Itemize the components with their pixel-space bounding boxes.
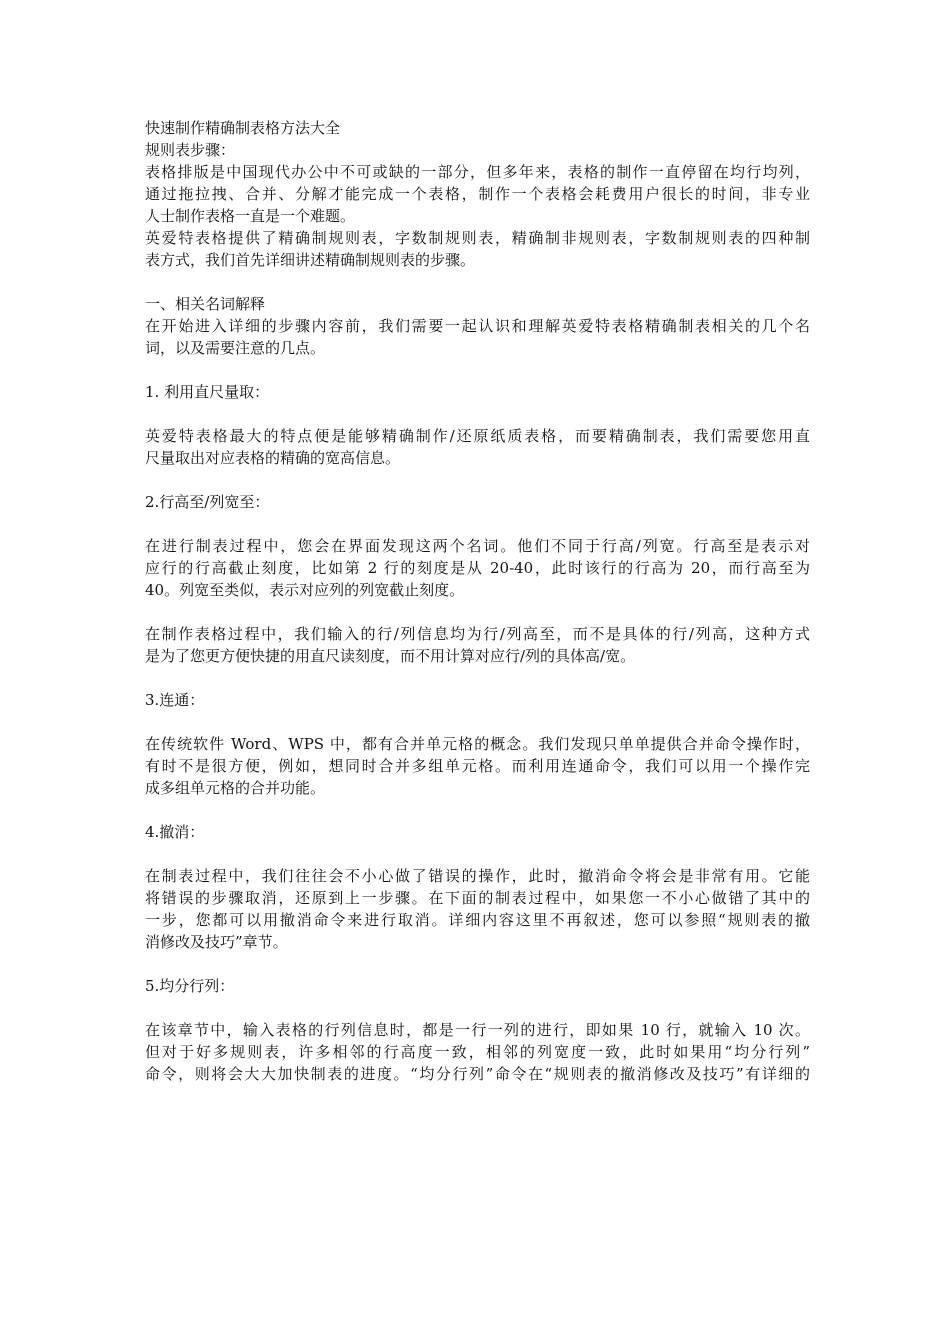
item2-a-line-1: 在进行制表过程中，您会在界面发现这两个名词。他们不同于行高/列宽。行高至是表示对 (145, 537, 810, 555)
item5-line-3: 命令，则将会大大加快制表的进度。“均分行列”命令在“规则表的撤消修改及技巧”有详细的 (145, 1065, 810, 1083)
intro-line-4: 英爱特表格提供了精确制规则表，字数制规则表，精确制非规则表，字数制规则表的四种制 (145, 229, 810, 247)
item3-heading: 3.连通： (145, 691, 205, 709)
item3-line-3: 成多组单元格的合并功能。 (145, 779, 326, 797)
item2-b-line-2: 是为了您更方便快捷的用直尺读刻度，而不用计算对应行/列的具体高/宽。 (145, 647, 636, 665)
item5-line-2: 但对于好多规则表，许多相邻的行高度一致，相邻的列宽度一致，此时如果用“均分行列” (145, 1043, 810, 1061)
intro-line-3: 人士制作表格一直是一个难题。 (145, 207, 356, 225)
document-title: 快速制作精确制表格方法大全 (145, 119, 341, 137)
item4-heading: 4.撤消： (145, 823, 205, 841)
item4-line-2: 将错误的步骤取消，还原到上一步骤。在下面的制表过程中，如果您一不小心做错了其中的 (145, 889, 810, 907)
intro-line-2: 通过拖拉拽、合并、分解才能完成一个表格，制作一个表格会耗费用户很长的时间，非专业 (145, 185, 810, 203)
item1-line-1: 英爱特表格最大的特点便是能够精确制作/还原纸质表格，而要精确制表，我们需要您用直 (145, 427, 810, 445)
item1-line-2: 尺量取出对应表格的精确的宽高信息。 (145, 449, 401, 467)
item3-line-1: 在传统软件 Word、WPS 中，都有合并单元格的概念。我们发现只单单提供合并命令操作时， (145, 735, 810, 753)
document-subtitle: 规则表步骤： (145, 141, 236, 159)
item2-heading: 2.行高至/列宽至： (145, 493, 270, 511)
item5-heading: 5.均分行列： (145, 977, 235, 995)
item4-line-1: 在制表过程中，我们往往会不小心做了错误的操作，此时，撤消命令将会是非常有用。它能 (145, 867, 810, 885)
document-body (145, 117, 810, 1085)
intro-line-5: 表方式，我们首先详细讲述精确制规则表的步骤。 (145, 251, 476, 269)
item4-line-3: 一步，您都可以用撤消命令来进行取消。详细内容这里不再叙述，您可以参照“规则表的撤 (145, 911, 810, 929)
intro-line-1: 表格排版是中国现代办公中不可或缺的一部分，但多年来，表格的制作一直停留在均行均列， (145, 163, 810, 181)
item2-a-line-3: 40。列宽至类似，表示对应列的列宽截止刻度。 (145, 581, 465, 599)
section1-heading: 一、相关名词解释 (145, 295, 266, 313)
section1-line-1: 在开始进入详细的步骤内容前，我们需要一起认识和理解英爱特表格精确制表相关的几个名 (145, 317, 810, 335)
item3-line-2: 有时不是很方便，例如，想同时合并多组单元格。而利用连通命令，我们可以用一个操作完 (145, 757, 810, 775)
section1-line-2: 词，以及需要注意的几点。 (145, 339, 326, 357)
item2-b-line-1: 在制作表格过程中，我们输入的行/列信息均为行/列高至，而不是具体的行/列高，这种方式 (145, 625, 810, 643)
item4-line-4: 消修改及技巧”章节。 (145, 933, 288, 951)
item1-heading: 1. 利用直尺量取： (145, 383, 270, 401)
item2-a-line-2: 应行的行高截止刻度，比如第 2 行的刻度是从 20-40，此时该行的行高为 20，而行高至为 (145, 559, 810, 577)
item5-line-1: 在该章节中，输入表格的行列信息时，都是一行一列的进行，即如果 10 行，就输入 10 次。 (145, 1021, 810, 1039)
